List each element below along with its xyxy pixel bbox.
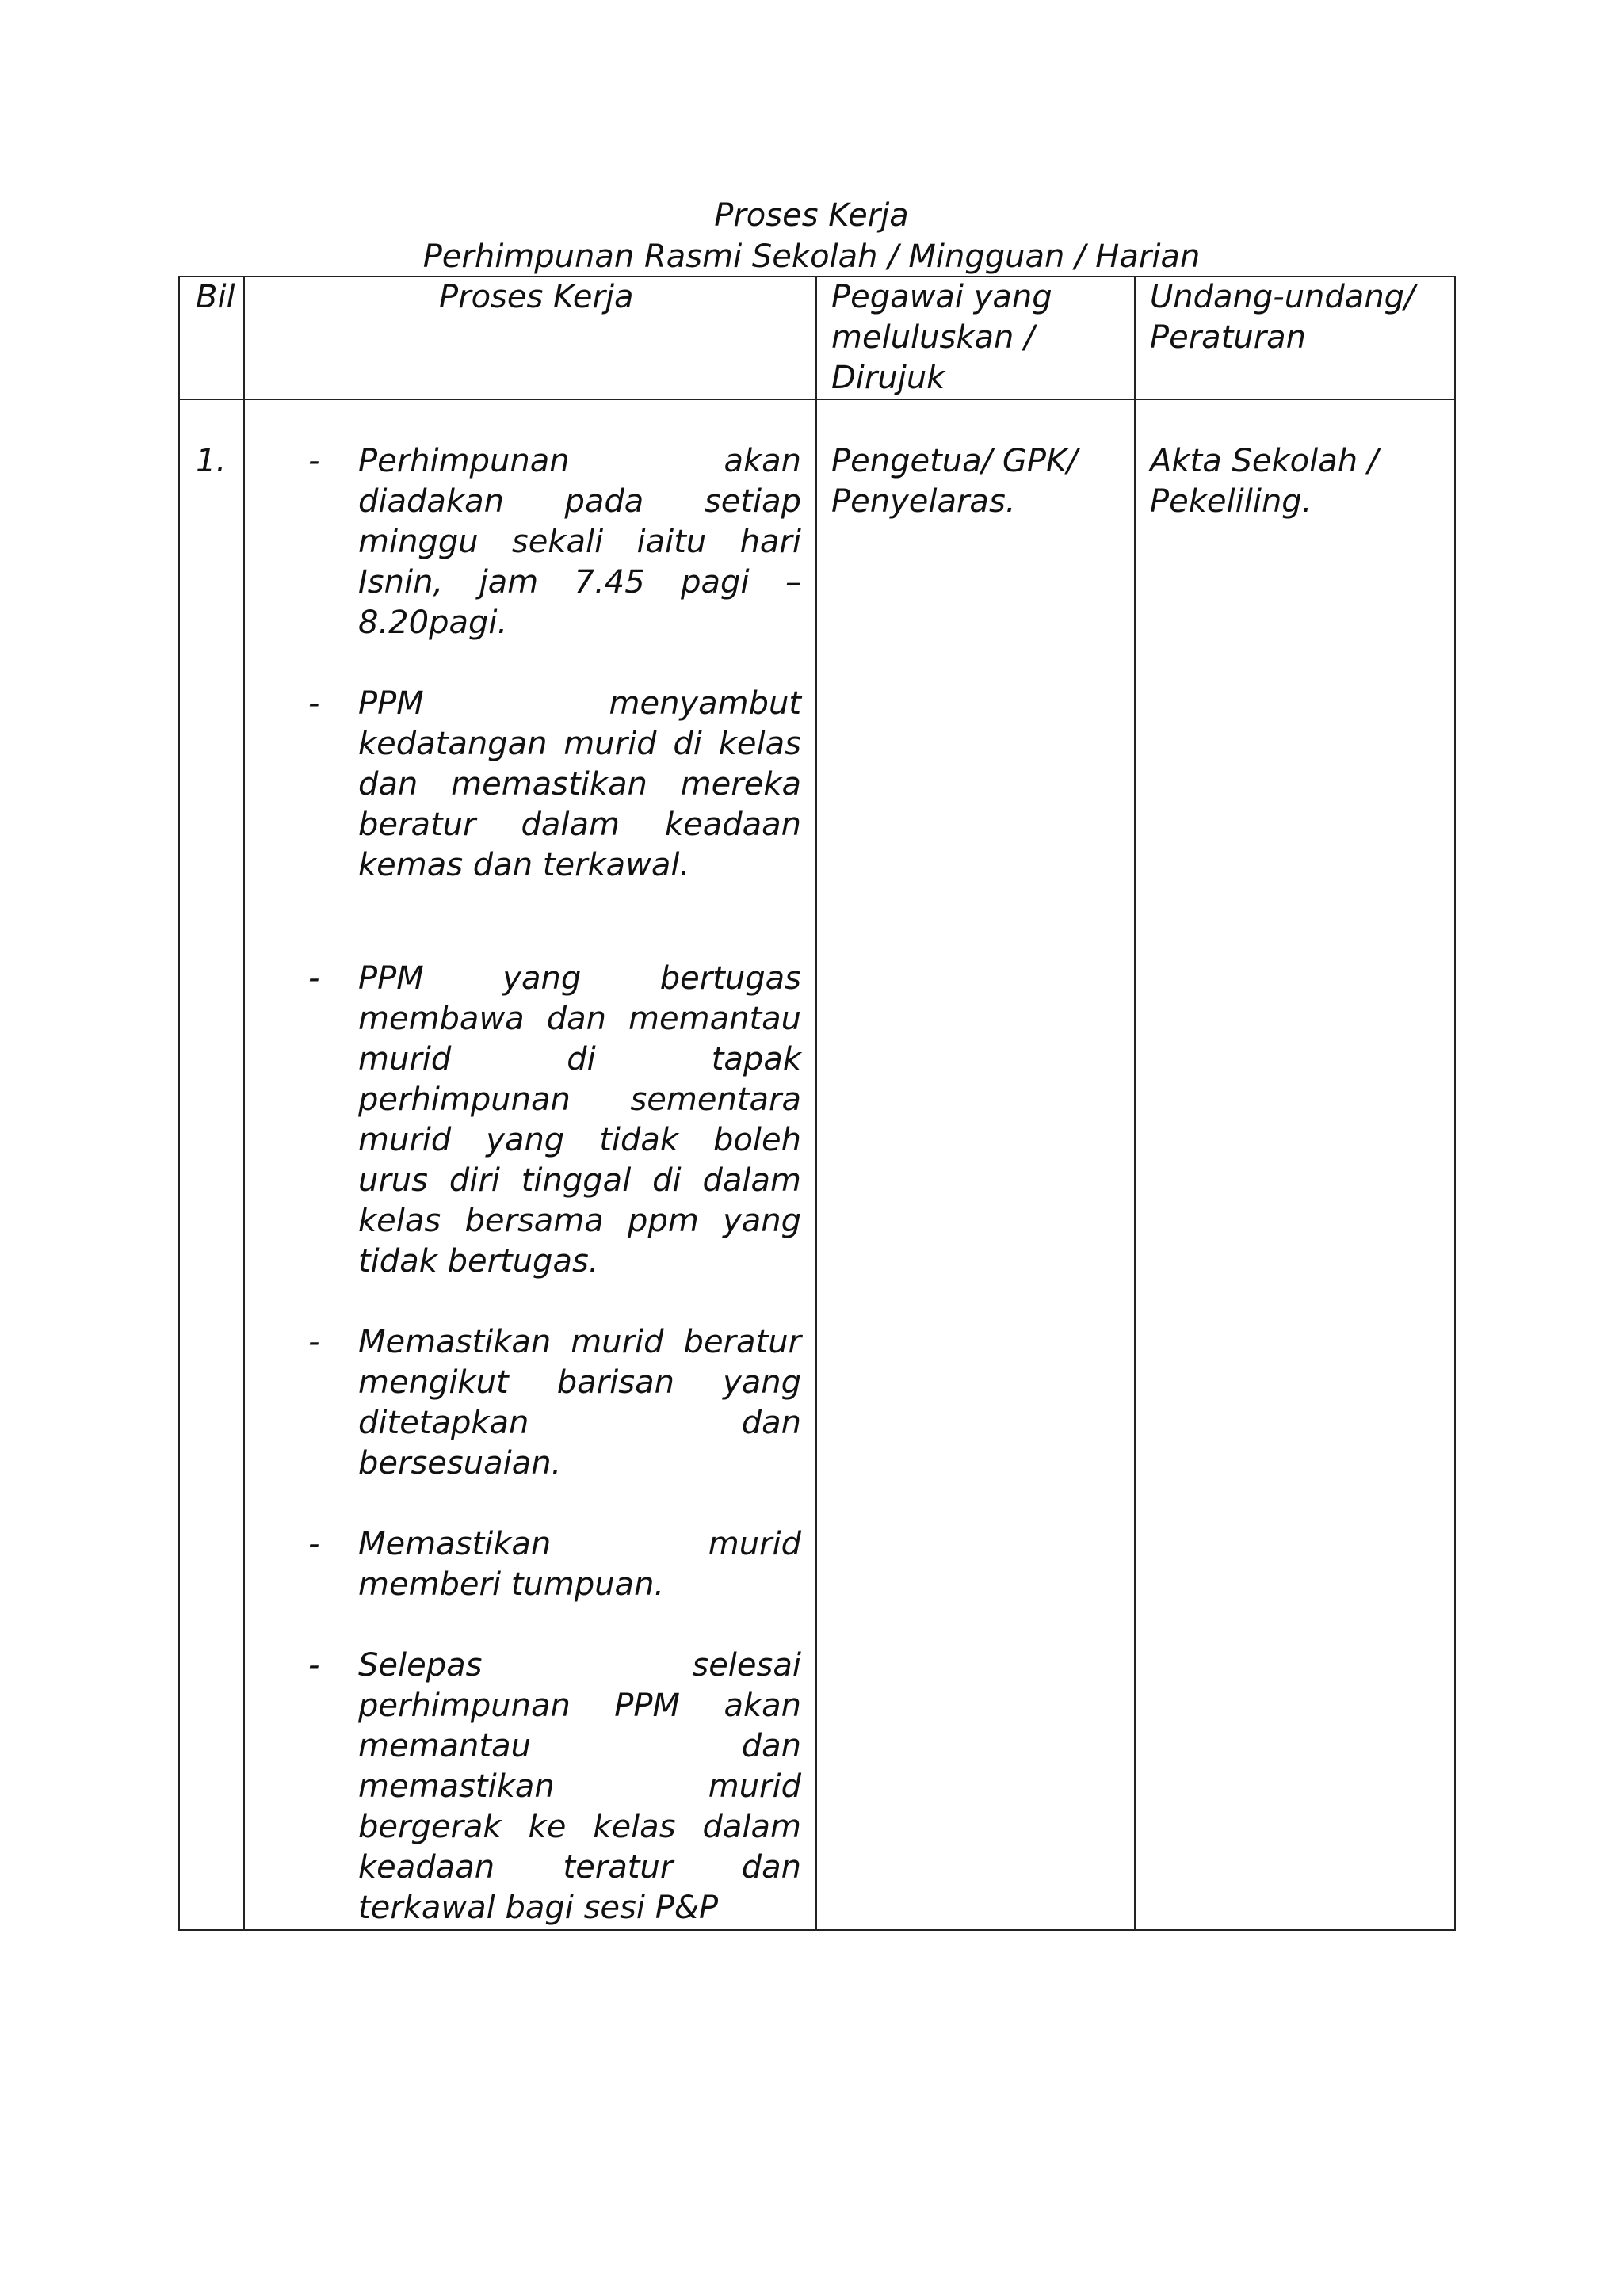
process-step bbox=[245, 1322, 801, 1484]
row-undang-undang: Akta Sekolah / Pekeliling. bbox=[1135, 399, 1455, 1930]
document-title bbox=[0, 195, 1623, 277]
header-proses-kerja: Proses Kerja bbox=[244, 277, 816, 399]
step-text: Perhimpunan akan diadakan pada setiap minggu sekali iaitu hari Isnin, jam 7.45 pagi – 8.20pagi. bbox=[358, 443, 801, 641]
step-dash: - bbox=[308, 1324, 320, 1360]
row-bil: 1. bbox=[179, 399, 244, 1930]
header-pegawai: Pegawai yang meluluskan / Dirujuk bbox=[816, 277, 1135, 399]
row-pegawai: Pengetua/ GPK/ Penyelaras. bbox=[816, 399, 1135, 1930]
title-line-1: Proses Kerja bbox=[714, 197, 909, 234]
step-dash: - bbox=[308, 685, 320, 722]
step-text: Selepas selesai perhimpunan PPM akan memantau dan memastikan murid bergerak ke kelas dalam keadaan teratur dan terkawal bagi sesi P&P bbox=[358, 1647, 801, 1926]
step-dash: - bbox=[308, 1647, 320, 1684]
header-bil: Bil bbox=[179, 277, 244, 399]
process-step bbox=[245, 959, 801, 1282]
row-proses-kerja bbox=[244, 399, 816, 1930]
step-text: PPM menyambut kedatangan murid di kelas dan memastikan mereka beratur dalam keadaan kemas dan terkawal. bbox=[358, 685, 801, 883]
step-dash: - bbox=[308, 1526, 320, 1562]
title-line-2: Perhimpunan Rasmi Sekolah / Mingguan / Harian bbox=[422, 238, 1201, 275]
step-dash: - bbox=[308, 960, 320, 997]
step-dash: - bbox=[308, 443, 320, 479]
table-row bbox=[179, 399, 1455, 1930]
step-text: PPM yang bertugas membawa dan memantau murid di tapak perhimpunan sementara murid yang tidak boleh urus diri tinggal di dalam kelas bersama ppm yang tidak bertugas. bbox=[358, 960, 801, 1280]
process-step bbox=[245, 441, 801, 643]
header-undang-undang: Undang-undang/ Peraturan bbox=[1135, 277, 1455, 399]
step-text: Memastikan murid memberi tumpuan. bbox=[358, 1526, 801, 1603]
process-step bbox=[245, 684, 801, 886]
process-table bbox=[178, 276, 1456, 1931]
table-header-row bbox=[179, 277, 1455, 399]
process-step bbox=[245, 1646, 801, 1928]
step-text: Memastikan murid beratur mengikut barisan yang ditetapkan dan bersesuaian. bbox=[358, 1324, 801, 1482]
process-step bbox=[245, 1524, 801, 1605]
